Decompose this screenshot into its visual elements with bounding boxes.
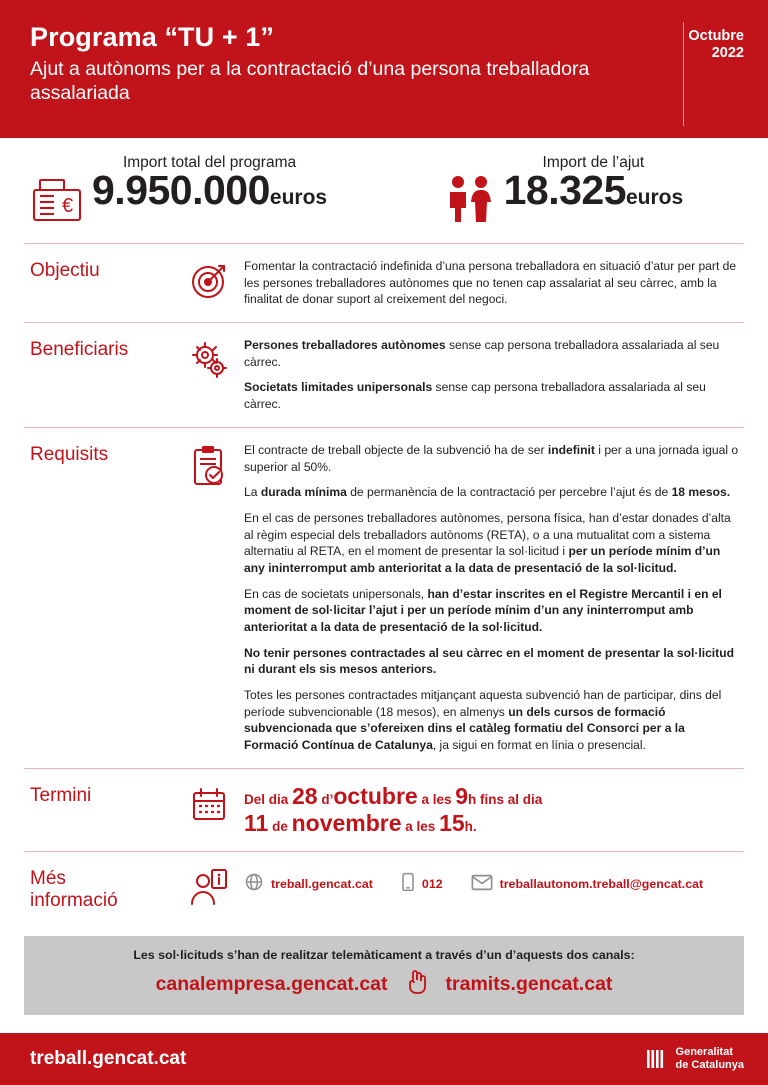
section-beneficiaris-label: Beneficiaris — [30, 339, 129, 361]
section-requisits — [24, 427, 744, 768]
channel-link-tramits[interactable]: tramits.gencat.cat — [445, 972, 613, 995]
click-hand-icon — [404, 968, 430, 1001]
section-requisits-body — [244, 442, 744, 754]
channel-link-canalempresa[interactable]: canalempresa.gencat.cat — [155, 972, 388, 995]
section-objectiu-body — [244, 258, 744, 308]
mes-info-label-line2: informació — [30, 889, 118, 911]
contact-mail-text[interactable]: treballautonom.treball@gencat.cat — [499, 876, 704, 891]
gencat-brand-line2: de Catalunya — [675, 1059, 744, 1071]
two-people-icon — [442, 154, 500, 224]
section-mes-informacio-body — [244, 866, 744, 912]
section-termini-label: Termini — [30, 784, 92, 806]
publication-month: Octubre — [688, 28, 744, 44]
beneficiaris-item-2-rest: sense cap persona treballadora assalariada al seu càrrec. — [244, 380, 706, 412]
contact-mail[interactable] — [471, 874, 704, 896]
contact-phone[interactable] — [401, 872, 443, 897]
contact-web[interactable] — [244, 872, 373, 897]
gencat-logo-icon — [646, 1046, 744, 1071]
beneficiaris-item-1 — [244, 337, 740, 370]
page-subtitle: Ajut a autònoms per a la contractació d’una persona treballadora assalariada — [30, 58, 590, 105]
page-footer — [0, 1033, 768, 1085]
gencat-brand-line1: Generalitat — [675, 1046, 733, 1059]
application-channels-links — [34, 968, 734, 1001]
publication-date — [688, 28, 744, 63]
total-amount-value: 9.950.000euros — [92, 167, 328, 213]
gencat-brand-text — [676, 1046, 744, 1071]
section-mes-informacio-label — [24, 866, 174, 912]
contact-phone-text[interactable]: 012 — [421, 876, 443, 891]
page-header — [0, 0, 768, 138]
total-amount-unit: euros — [269, 186, 328, 209]
globe-icon — [244, 872, 264, 897]
section-requisits-label: Requisits — [30, 443, 109, 465]
section-termini-body — [244, 783, 744, 837]
section-beneficiaris-body — [244, 337, 744, 413]
beneficiaris-item-1-bold: Persones treballadores autònomes — [244, 338, 446, 353]
beneficiaris-item-2-bold: Societats limitades unipersonals — [244, 380, 433, 395]
person-info-icon — [174, 866, 244, 912]
section-beneficiaris — [24, 322, 744, 427]
footer-site-url[interactable]: treball.gencat.cat — [30, 1048, 187, 1069]
contact-row — [244, 866, 740, 897]
section-mes-informacio — [24, 851, 744, 926]
header-divider — [683, 22, 684, 126]
requisit-6: Totes les persones contractades mitjançant aquesta subvenció han de participar, dins del període subvencionable (18 mesos), en almenys un dels cursos de formació subvencionada que s’ofereixen dins el catàleg formatiu del Consorci per a la Formació Contínua de Catalunya, ja sigui en format en línia o presencial. — [244, 688, 722, 753]
requisit-5: No tenir persones contractades al seu càrrec en el moment de presentar la sol·licitud ni durant els sis mesos anteriors. — [244, 645, 734, 677]
svg-text:€: € — [62, 195, 74, 217]
target-arrow-icon — [174, 258, 244, 308]
section-objectiu — [24, 243, 744, 322]
clipboard-check-icon — [174, 442, 244, 754]
requisit-4: En cas de societats unipersonals, han d’estar inscrites en el Registre Mercantil i en el moment de sol·licitar l’ajut i per un període mínim d’un any ininterromput amb anterioritat a la data de presentació de la sol·licitud. — [244, 586, 722, 634]
application-channels-box — [24, 936, 744, 1015]
aid-amount-unit: euros — [626, 186, 684, 209]
figures-row — [0, 138, 768, 243]
phone-icon — [401, 872, 415, 897]
requisit-1: El contracte de treball objecte de la subvenció ha de ser indefinit i per a una jornada igual o superior al 50%. — [244, 442, 739, 474]
termini-line-2: 11 de novembre a les 15h. — [244, 809, 477, 836]
cash-register-euro-icon — [30, 154, 88, 226]
total-amount-block — [24, 154, 442, 235]
requisit-3: En el cas de persones treballadores autònomes, persona física, han d’estar donades d’alta al règim especial dels treballadors autònoms (RETA), o a una mutualitat com a sistema alternatiu al RETA, en el moment de presentar la sol·licitud i per un període mínim d’un any ininterromput amb anterioritat a la data de presentació de la sol·licitud. — [244, 510, 731, 575]
section-objectiu-label: Objectiu — [30, 260, 100, 281]
contact-web-text[interactable]: treball.gencat.cat — [271, 876, 373, 891]
requisit-2: La durada mínima de permanència de la contractació per percebre l’ajut és de 18 mesos. — [244, 485, 731, 500]
calendar-icon — [174, 783, 244, 837]
beneficiaris-item-1-rest: sense cap persona treballadora assalariada al seu càrrec. — [244, 338, 720, 369]
aid-amount-value: 18.325euros — [503, 167, 684, 213]
mes-info-label-line1: Més — [30, 868, 66, 890]
application-channels-title: Les sol·licituds s’han de realitzar telemàticament a través d’un d’aquests dos canals: — [133, 947, 635, 962]
section-termini — [24, 768, 744, 851]
termini-line-1: Del dia 28 d’octubre a les 9h fins al dia — [244, 782, 543, 809]
aid-amount-caption: Import de l’ajut — [542, 154, 645, 171]
aid-amount-block — [442, 154, 744, 235]
envelope-icon — [471, 874, 493, 896]
publication-year: 2022 — [711, 45, 744, 62]
page-title: Programa “TU + 1” — [30, 22, 275, 52]
objectiu-paragraph: Fomentar la contractació indefinida d’una persona treballadora en situació d’atur per part de les persones treballadores autònomes que no tenen cap assalariat al seu càrrec, amb la finalitat de donar suport al creixement del negoci. — [244, 259, 737, 307]
sections-list — [0, 243, 768, 926]
gears-icon — [174, 337, 244, 413]
beneficiaris-item-2 — [244, 379, 740, 412]
total-amount-caption: Import total del programa — [122, 154, 297, 171]
